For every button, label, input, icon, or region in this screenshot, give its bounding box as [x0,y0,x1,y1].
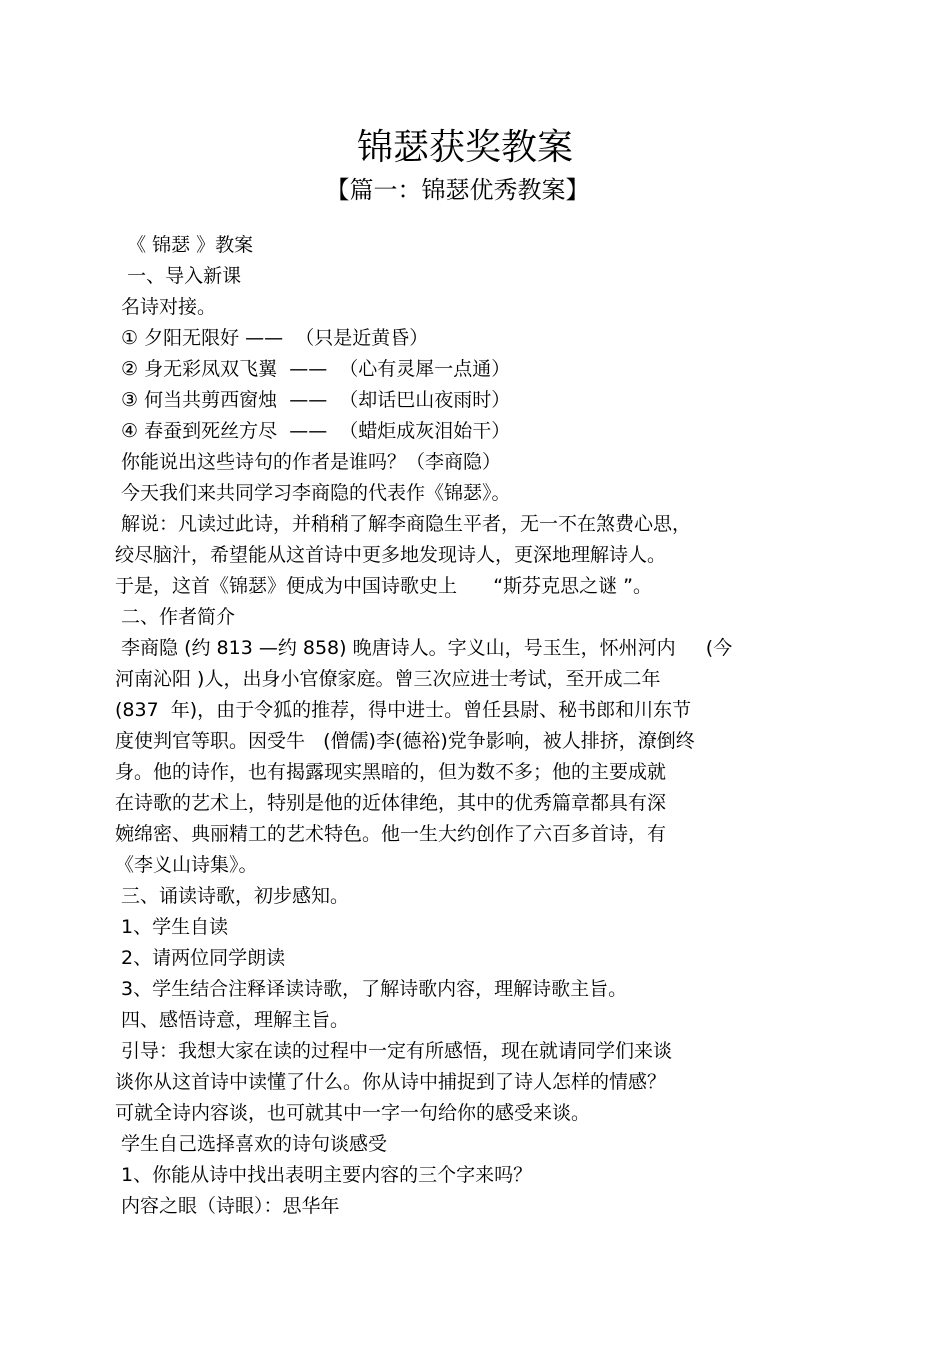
text-line: 解说：凡读过此诗，并稍稍了解李商隐生平者，无一不在煞费心思， [115,513,692,535]
text-line: 今天我们来共同学习李商隐的代表作《锦瑟》。 [115,482,511,504]
text-line: 你能说出这些诗句的作者是谁吗？（李商隐） [115,451,502,473]
text-line: 三、诵读诗歌，初步感知。 [115,885,350,907]
text-line: 河南沁阳 )人，出身小官僚家庭。曾三次应进士考试，至开成二年 [115,668,661,690]
text-line: 谈你从这首诗中读懂了什么。你从诗中捕捉到了诗人怎样的情感？ [115,1071,667,1093]
text-line: 在诗歌的艺术上，特别是他的近体律绝，其中的优秀篇章都具有深 [115,792,667,814]
text-line: 1、学生自读 [115,916,229,938]
document-subtitle: 【篇一：锦瑟优秀教案】 [325,176,590,204]
document-body [115,230,835,1222]
document-title: 锦瑟获奖教案 [356,127,573,168]
text-line: 名诗对接。 [115,296,217,318]
text-line: 二、作者简介 [115,606,236,628]
text-line: 婉绵密、典丽精工的艺术特色。他一生大约创作了六百多首诗，有 [115,823,667,845]
text-line: 李商隐 (约 813 —约 858) 晚唐诗人。字义山，号玉生，怀州河内 (今 [115,637,733,659]
text-line: (837 年)，由于令狐的推荐，得中进士。曾任县尉、秘书郎和川东节 [115,699,692,721]
text-line: 《 锦瑟 》教案 [115,234,254,256]
text-line: 四、感悟诗意，理解主旨。 [115,1009,350,1031]
text-line: 度使判官等职。因受牛 (僧儒)李(德裕)党争影响，被人排挤，潦倒终 [115,730,695,752]
text-line: 学生自己选择喜欢的诗句谈感受 [115,1133,388,1155]
text-line: 于是，这首《锦瑟》便成为中国诗歌史上 “斯芬克思之谜 ”。 [115,575,652,597]
text-line: 可就全诗内容谈，也可就其中一字一句给你的感受来谈。 [115,1102,591,1124]
text-line: ① 夕阳无限好 —— （只是近黄昏） [115,327,429,349]
text-line: ③ 何当共剪西窗烛 —— （却话巴山夜雨时） [115,389,511,411]
text-line: 身。他的诗作，也有揭露现实黑暗的，但为数不多；他的主要成就 [115,761,667,783]
text-line: ② 身无彩凤双飞翼 —— （心有灵犀一点通） [115,358,511,380]
text-line: 3、学生结合注释译读诗歌，了解诗歌内容，理解诗歌主旨。 [115,978,628,1000]
text-line: 2、请两位同学朗读 [115,947,286,969]
text-line: 《李义山诗集》。 [115,854,258,876]
text-line: 1、你能从诗中找出表明主要内容的三个字来吗？ [115,1164,533,1186]
text-line: 一、导入新课 [115,265,242,287]
text-line: ④ 春蚕到死丝方尽 —— （蜡炬成灰泪始干） [115,420,511,442]
text-line: 引导：我想大家在读的过程中一定有所感悟，现在就请同学们来谈 [115,1040,673,1062]
text-line: 绞尽脑汁，希望能从这首诗中更多地发现诗人，更深地理解诗人。 [115,544,667,566]
text-line: 内容之眼（诗眼）：思华年 [115,1195,340,1217]
